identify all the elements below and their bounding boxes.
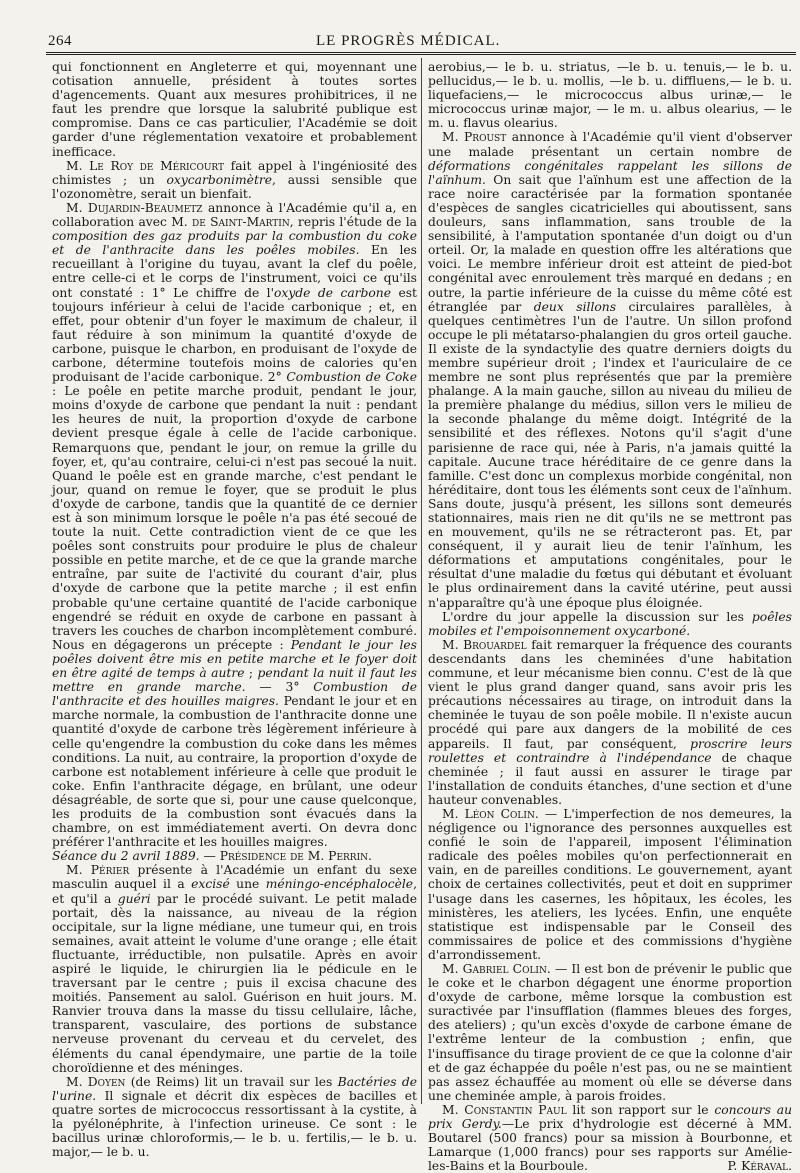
paragraph (428, 638, 792, 807)
italic-text: concours au prix Gerdy. (428, 1102, 792, 1132)
running-header (48, 28, 790, 50)
text-run: aerobius,— le b. u. striatus, —le b. u. tenuis,— le b. u. pellucidus,— le b. u. mollis, —le b. u. diffluens,— le b. u. liquefaciens,— le micrococcus albus urinæ,— le micrococcus urinæ major, — le m. u. albus olearius, — le m. u. flavus olearius. (428, 60, 792, 131)
text-run: —Le prix d'hydrologie est décerné à MM. Boutarel (500 francs) pour sa mission à Bourbonne, et Lamarque (1,000 francs) pour ses rapports sur Amélie-les-Bains et la Bourboule. (428, 1117, 792, 1173)
text-run: , et qu'il a (52, 877, 417, 906)
text-run: On sait que l'aïnhum est une affection de la race noire caractérisée par la formation spontanée d'espèces de sangles cicatricielles qui aboutissent, sans douleurs, sans inflammation, sans trouble de la sensibilité, à l'amputation spontanée d'un doigt ou d'un orteil. Or, la malade en question offre les altérations que voici. Le membre inférieur droit est atteint de pied-bot congénital avec enroulement très marqué en dedans ; en outre, la partie inférieure de la cuisse du même côté est étranglée par (428, 172, 792, 314)
session-heading (52, 849, 417, 863)
speaker-name: M. Léon Colin (442, 806, 535, 821)
italic-text: poêles mobiles et l'empoisonnement oxycarboné. (428, 609, 792, 638)
italic-text: deux sillons (533, 299, 617, 314)
italic-text: déformations congénitales rappelant les sillons de l'aïnhum. (428, 158, 792, 187)
right-column (428, 60, 792, 1173)
header-rule (46, 52, 796, 55)
italic-text: proscrire leurs roulettes et contraindre à l'indépendance (428, 736, 793, 765)
text-run: Il signale et décrit dix espèces de bacilles et quatre sortes de micrococcus ressortissant à la cystite, à la pyélonéphrite, à l'infection urineuse. Ce sont : le bacillus urinæ chloroformis,— le b. u. fertilis,— le b. u. major,— le b. u. (52, 1088, 417, 1160)
italic-text: Combustion de Coke (286, 370, 417, 385)
text-run: lit son rapport sur le (566, 1102, 715, 1117)
speaker-name: M. Gabriel Colin (442, 962, 547, 976)
paragraph (428, 610, 792, 638)
speaker-name: M. Brouardel (442, 637, 527, 652)
text-run: (de Reims) lit un travail sur les (125, 1074, 338, 1089)
text-run: — 3° (245, 680, 314, 695)
text-run: qui fonctionnent en Angleterre et qui, moyennant une cotisation annuelle, président à toutes sortes d'agencements. Quant aux mesures prohibitrices, il ne faut les prendre que lorsque la salubrité publique est compromise. Dans ce cas particulier, l'Académie se doit garder d'une réglementation vexatoire et probablement inefficace. (52, 60, 417, 159)
text-run: par le procédé suivant. Le petit malade portait, dès la naissance, au niveau de la région occipitale, sur la ligne médiane, une tumeur qui, en trois semaines, avait atteint le volume d'une orange ; elle était fluctuante, irréductible, non pulsatile. Après en avoir aspiré le liquide, le chirurgien lia le pédicule en le traversant par le centre ; puis il excisa chacune des moitiés. Pansement au salol. Guérison en huit jours. M. Ranvier trouva dans la masse du tissu cellulaire, lâche, transparent, vasculaire, des portions de substance nerveuse provenant du cerveau et du cervelet, des éléments du canal épendymaire, une partie de la toile choroïdienne et des méninges. (52, 891, 417, 1075)
text-run: . — L'imperfection de nos demeures, la négligence ou l'ignorance des personnes auxquelles est confié le soin de l'appareil, imposent l'élimination radicale des poêles mobiles qu'on perfectionnerait en vain, en de pareilles conditions. Le gouvernement, ayant choix de certaines collectivités, peut et doit en supprimer l'usage dans les casernes, les hôpitaux, les écoles, les ministères, les ateliers, les lycées. Enfin, une enquête statistique est indispensable par le Conseil des commissaires de police et des commissions d'hygiène d'arrondissement. (428, 806, 792, 962)
speaker-name: M. Constantin Paul (442, 1102, 567, 1117)
paragraph (52, 1075, 417, 1160)
italic-text: guéri (117, 891, 151, 906)
text-run: fait remarquer la fréquence des courants descendants dans les cheminées d'une habitation commune, et leur mécanisme bien connu. C'est de là que vient le plus grand danger quand, sans avoir pris les précautions nécessaires au tirage, on introduit dans la cheminée le tuyau de son poêle mobile. Il n'existe aucun procédé qui pare aux dangers de la mobilité de ces appareils. Il faut, par conséquent, (428, 637, 792, 751)
speaker-name: M. Doyen (66, 1074, 126, 1089)
speaker-name: M. Dujardin-Beaumetz (66, 200, 203, 215)
italic-text: oxycarbonimètre (166, 172, 273, 187)
small-caps-text: — Présidence de M. Perrin. (199, 849, 372, 864)
paragraph (52, 863, 417, 1074)
text-run: , aussi sensible que l'ozonomètre, serait un bienfait. (52, 172, 417, 201)
text-run: ; (244, 666, 258, 681)
page-number: 264 (48, 33, 72, 49)
paragraph (428, 807, 792, 962)
text-run: En les recueillant à l'origine du tuyau, avant la clef du poêle, entre celle-ci et le corps de l'instrument, voici ce qu'ils ont constaté : 1° Le chiffre de l' (52, 243, 417, 300)
text-run: L'ordre du jour appelle la discussion sur les (442, 609, 752, 624)
paragraph (52, 159, 417, 201)
italic-text: Combustion de l'anthracite et des houilles maigres. (52, 680, 417, 709)
column-divider (421, 58, 422, 1104)
left-column (52, 60, 417, 1159)
text-run: : Le poêle en petite marche produit, pendant le jour, moins d'oxyde de carbone que pendant la nuit : pendant les heures de nuit, la proportion d'oxyde de carbone devient presque égale à celle de l'acide carbonique. Remarquons que, pendant le jour, on remue la grille du foyer, et, qu'au contraire, celui-ci n'est pas secoué la nuit. Quand le poêle est en grande marche, c'est pendant le jour, quand on remue le foyer, que se produit le plus d'oxyde de carbone, tandis que la quantité de ce dernier est à son minimum lorsque le poêle n'a pas été secoué de toute la nuit. Cette contradiction vient de ce que les poêles sont construits pour produire le plus de chaleur possible en petite marche, et de ce que la grande marche entraîne, par suite de l'activité du courant d'air, plus d'oxyde de carbone que la petite marche ; il est enfin probable qu'une certaine quantité de l'acide carbonique engendré se réduit en oxyde de carbone en passant à travers les couches de charbon incomplètement comburé. Nous en dégagerons un précepte : (52, 384, 417, 652)
italic-text: Séance du 2 avril 1889. (52, 849, 200, 864)
text-run: annonce à l'Académie qu'il a, en collaboration avec M. (52, 200, 417, 230)
paragraph (428, 60, 792, 130)
italic-text: excisé (191, 877, 230, 892)
italic-text: Pendant le jour les poêles doivent être mis en petite marche et le foyer doit en être agité de temps à autre (52, 637, 417, 681)
paragraph (428, 1103, 792, 1173)
text-run: Pendant le jour et en marche normale, la combustion de l'anthracite donne une quantité d'oxyde de carbone très légèrement inférieure à celle qu'engendre la combustion du coke dans les mêmes conditions. La nuit, au contraire, la proportion d'oxyde de carbone est notablement inférieure à celle que produit le coke. Enfin l'anthracite dégage, en brûlant, une odeur désagréable, de sorte que si, pour une cause quelconque, les produits de la combustion sont évacués dans la chambre, on est immédiatement averti. On devra donc préférer l'anthracite et les houilles maigres. (52, 694, 417, 850)
italic-text: oxyde de carbone (273, 285, 392, 300)
paragraph (52, 201, 417, 849)
author-signature: P. Kéraval. (727, 1159, 792, 1173)
small-caps-text: de Saint-Martin (192, 215, 290, 230)
text-run: une (229, 877, 266, 892)
speaker-name: M. Périer (66, 863, 130, 878)
text-run: . — Il est bon de prévenir le public que le coke et le charbon dégagent une énorme proportion d'oxyde de carbone, même lorsque la combustion est suractivée par l'insufflation (flammes bleues des forges, des ateliers) ; qu'un excès d'oxyde de carbone émane de l'extrême lenteur de la combustion ; enfin, que l'insuffisance du tirage provient de ce que la colonne d'air et de gaz échappée du poêle n'est pas, ou ne se maintient pas assez échauffée au moment où elle se déverse dans une cheminée ample, à parois froides. (428, 962, 793, 1103)
italic-text: Bactéries de l'urine. (52, 1074, 417, 1103)
italic-text: méningo-encéphalocèle (265, 877, 414, 892)
text-run: annonce à l'Académie qu'il vient d'observer une malade présentant un certain nombre de (428, 130, 792, 159)
text-run: de chaque cheminée ; il faut aussi en assurer le tirage par l'installation de conduits étanches, d'une section et d'une hauteur convenables. (428, 750, 792, 807)
speaker-name: M. Le Roy de Méricourt (66, 158, 225, 173)
text-run: présente à l'Académie un enfant du sexe masculin auquel il a (52, 863, 418, 892)
italic-text: pendant la nuit il faut les mettre en grande marche. (52, 666, 417, 695)
text-run: circulaires parallèles, à quelques centimètres l'un de l'autre. Un sillon profond occupe le pli métatarso-phalangien du gros orteil gauche. Il existe de la syndactylie des quatre derniers doigts du membre supérieur droit ; l'index et l'auriculaire de ce membre ne sont plus représentés que par la première phalange. A la main gauche, sillon au niveau du milieu de la première phalange du médius, sillon vers le milieu de la seconde phalange du même doigt. Intégrité de la sensibilité et des réflexes. Notons qu'il s'agit d'une parisienne de race qui, née à Paris, n'a jamais quitté la capitale. Aucune trace héréditaire de ce genre dans la famille. C'est donc un complexus morbide congénital, non héréditaire, dont tous les éléments sont ceux de l'aïnhum. Sans doute, jusqu'à présent, les sillons sont demeurés stationnaires, mais rien ne dit qu'ils ne se mettront pas en mouvement, qu'ils ne se rétracteront pas. Et, par conséquent, il y aurait lieu de tenir l'aïnhum, les déformations et amputations congénitales, pour le résultat d'une maladie du fœtus qui débutant et évoluant le plus ordinairement dans la cavité utérine, peut aussi n'apparaître qu'à une époque plus éloignée. (428, 299, 792, 610)
journal-title: LE PROGRÈS MÉDICAL. (316, 33, 501, 49)
paragraph (428, 130, 792, 609)
text-run: est toujours inférieur à celui de l'acide carbonique ; et, en effet, pour obtenir d'un foyer le maximum de chaleur, il faut réduire à son minimum la quantité d'oxyde de carbone, puisque le charbon, en produisant de l'oxyde de carbone, détermine toutefois moins de calories qu'en produisant de l'acide carbonique. 2° (52, 285, 417, 385)
paragraph (428, 962, 792, 1103)
italic-text: composition des gaz produits par la combustion du coke et de l'anthracite dans les poêles mobiles. (52, 229, 417, 258)
speaker-name: M. Proust (442, 130, 507, 145)
paragraph (52, 60, 417, 159)
text-run: fait appel à l'ingéniosité des chimistes ; un (52, 158, 417, 187)
text-run: , repris l'étude de la (289, 215, 417, 230)
